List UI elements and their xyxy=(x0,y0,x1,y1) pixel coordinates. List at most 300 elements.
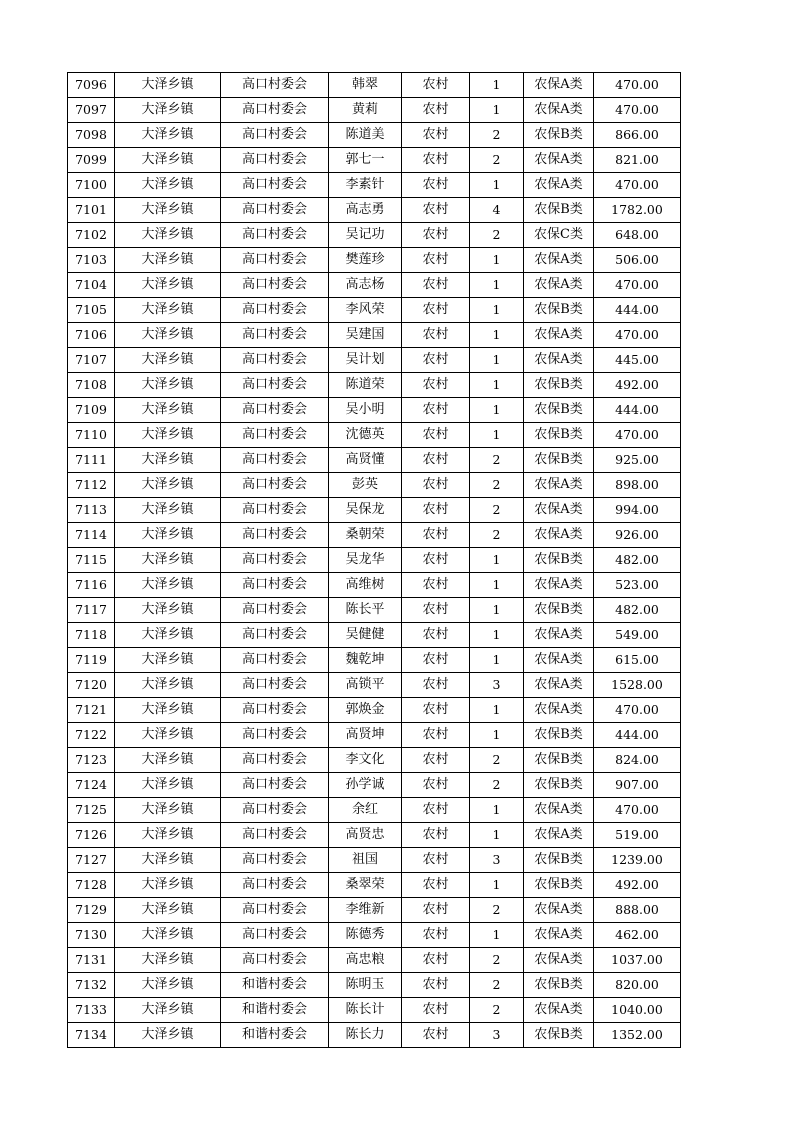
household-count-cell: 1 xyxy=(470,373,524,398)
amount-cell: 820.00 xyxy=(594,973,681,998)
village-cell: 高口村委会 xyxy=(221,823,329,848)
row-id-cell: 7110 xyxy=(68,423,115,448)
amount-cell: 492.00 xyxy=(594,873,681,898)
amount-cell: 925.00 xyxy=(594,448,681,473)
amount-cell: 470.00 xyxy=(594,73,681,98)
village-cell: 高口村委会 xyxy=(221,573,329,598)
table-row xyxy=(68,573,681,598)
name-cell: 陈长力 xyxy=(329,1023,402,1048)
household-count-cell: 3 xyxy=(470,848,524,873)
village-cell: 高口村委会 xyxy=(221,698,329,723)
area-type-cell: 农村 xyxy=(402,473,470,498)
insurance-class-cell: 农保A类 xyxy=(524,648,594,673)
household-count-cell: 1 xyxy=(470,923,524,948)
household-count-cell: 1 xyxy=(470,323,524,348)
village-cell: 和谐村委会 xyxy=(221,998,329,1023)
town-cell: 大泽乡镇 xyxy=(115,823,221,848)
table-row xyxy=(68,73,681,98)
village-cell: 高口村委会 xyxy=(221,948,329,973)
household-count-cell: 3 xyxy=(470,1023,524,1048)
amount-cell: 824.00 xyxy=(594,748,681,773)
amount-cell: 994.00 xyxy=(594,498,681,523)
amount-cell: 648.00 xyxy=(594,223,681,248)
town-cell: 大泽乡镇 xyxy=(115,248,221,273)
area-type-cell: 农村 xyxy=(402,848,470,873)
town-cell: 大泽乡镇 xyxy=(115,798,221,823)
insurance-class-cell: 农保B类 xyxy=(524,973,594,998)
household-count-cell: 1 xyxy=(470,798,524,823)
village-cell: 高口村委会 xyxy=(221,348,329,373)
household-count-cell: 2 xyxy=(470,523,524,548)
household-count-cell: 1 xyxy=(470,698,524,723)
household-count-cell: 1 xyxy=(470,398,524,423)
insurance-class-cell: 农保A类 xyxy=(524,498,594,523)
name-cell: 高志勇 xyxy=(329,198,402,223)
town-cell: 大泽乡镇 xyxy=(115,648,221,673)
table-row xyxy=(68,398,681,423)
village-cell: 高口村委会 xyxy=(221,548,329,573)
row-id-cell: 7101 xyxy=(68,198,115,223)
amount-cell: 821.00 xyxy=(594,148,681,173)
amount-cell: 470.00 xyxy=(594,273,681,298)
household-count-cell: 3 xyxy=(470,673,524,698)
table-row xyxy=(68,273,681,298)
area-type-cell: 农村 xyxy=(402,248,470,273)
name-cell: 高贤懂 xyxy=(329,448,402,473)
household-count-cell: 1 xyxy=(470,273,524,298)
household-count-cell: 1 xyxy=(470,73,524,98)
name-cell: 魏乾坤 xyxy=(329,648,402,673)
amount-cell: 470.00 xyxy=(594,798,681,823)
area-type-cell: 农村 xyxy=(402,573,470,598)
name-cell: 高志杨 xyxy=(329,273,402,298)
village-cell: 高口村委会 xyxy=(221,498,329,523)
household-count-cell: 1 xyxy=(470,873,524,898)
household-count-cell: 1 xyxy=(470,598,524,623)
amount-cell: 470.00 xyxy=(594,98,681,123)
insurance-class-cell: 农保A类 xyxy=(524,948,594,973)
town-cell: 大泽乡镇 xyxy=(115,998,221,1023)
household-count-cell: 2 xyxy=(470,948,524,973)
amount-cell: 926.00 xyxy=(594,523,681,548)
name-cell: 余红 xyxy=(329,798,402,823)
town-cell: 大泽乡镇 xyxy=(115,598,221,623)
table-row xyxy=(68,423,681,448)
name-cell: 陈德秀 xyxy=(329,923,402,948)
table-row xyxy=(68,148,681,173)
amount-cell: 462.00 xyxy=(594,923,681,948)
name-cell: 高忠粮 xyxy=(329,948,402,973)
amount-cell: 482.00 xyxy=(594,598,681,623)
household-count-cell: 2 xyxy=(470,773,524,798)
village-cell: 高口村委会 xyxy=(221,723,329,748)
village-cell: 高口村委会 xyxy=(221,773,329,798)
amount-cell: 445.00 xyxy=(594,348,681,373)
row-id-cell: 7123 xyxy=(68,748,115,773)
row-id-cell: 7114 xyxy=(68,523,115,548)
insurance-class-cell: 农保B类 xyxy=(524,548,594,573)
insurance-class-cell: 农保A类 xyxy=(524,473,594,498)
amount-cell: 898.00 xyxy=(594,473,681,498)
insurance-class-cell: 农保A类 xyxy=(524,173,594,198)
amount-cell: 492.00 xyxy=(594,373,681,398)
beneficiary-table xyxy=(67,72,681,1048)
row-id-cell: 7108 xyxy=(68,373,115,398)
town-cell: 大泽乡镇 xyxy=(115,98,221,123)
row-id-cell: 7098 xyxy=(68,123,115,148)
town-cell: 大泽乡镇 xyxy=(115,948,221,973)
area-type-cell: 农村 xyxy=(402,273,470,298)
area-type-cell: 农村 xyxy=(402,598,470,623)
insurance-class-cell: 农保B类 xyxy=(524,298,594,323)
village-cell: 高口村委会 xyxy=(221,123,329,148)
village-cell: 高口村委会 xyxy=(221,148,329,173)
area-type-cell: 农村 xyxy=(402,723,470,748)
village-cell: 和谐村委会 xyxy=(221,1023,329,1048)
table-row xyxy=(68,973,681,998)
town-cell: 大泽乡镇 xyxy=(115,773,221,798)
household-count-cell: 2 xyxy=(470,448,524,473)
row-id-cell: 7109 xyxy=(68,398,115,423)
village-cell: 高口村委会 xyxy=(221,473,329,498)
area-type-cell: 农村 xyxy=(402,223,470,248)
table-row xyxy=(68,123,681,148)
household-count-cell: 2 xyxy=(470,998,524,1023)
area-type-cell: 农村 xyxy=(402,348,470,373)
table-row xyxy=(68,648,681,673)
row-id-cell: 7132 xyxy=(68,973,115,998)
amount-cell: 1239.00 xyxy=(594,848,681,873)
town-cell: 大泽乡镇 xyxy=(115,298,221,323)
town-cell: 大泽乡镇 xyxy=(115,323,221,348)
name-cell: 高贤坤 xyxy=(329,723,402,748)
row-id-cell: 7128 xyxy=(68,873,115,898)
amount-cell: 1037.00 xyxy=(594,948,681,973)
table-row xyxy=(68,348,681,373)
village-cell: 高口村委会 xyxy=(221,423,329,448)
name-cell: 陈道荣 xyxy=(329,373,402,398)
row-id-cell: 7100 xyxy=(68,173,115,198)
name-cell: 高锁平 xyxy=(329,673,402,698)
area-type-cell: 农村 xyxy=(402,423,470,448)
village-cell: 高口村委会 xyxy=(221,98,329,123)
town-cell: 大泽乡镇 xyxy=(115,498,221,523)
area-type-cell: 农村 xyxy=(402,948,470,973)
town-cell: 大泽乡镇 xyxy=(115,123,221,148)
village-cell: 高口村委会 xyxy=(221,223,329,248)
household-count-cell: 2 xyxy=(470,223,524,248)
row-id-cell: 7126 xyxy=(68,823,115,848)
area-type-cell: 农村 xyxy=(402,398,470,423)
amount-cell: 1782.00 xyxy=(594,198,681,223)
name-cell: 陈长计 xyxy=(329,998,402,1023)
table-row xyxy=(68,198,681,223)
table-row xyxy=(68,998,681,1023)
amount-cell: 470.00 xyxy=(594,423,681,448)
name-cell: 李风荣 xyxy=(329,298,402,323)
household-count-cell: 1 xyxy=(470,423,524,448)
town-cell: 大泽乡镇 xyxy=(115,973,221,998)
town-cell: 大泽乡镇 xyxy=(115,623,221,648)
amount-cell: 482.00 xyxy=(594,548,681,573)
name-cell: 李素针 xyxy=(329,173,402,198)
town-cell: 大泽乡镇 xyxy=(115,448,221,473)
row-id-cell: 7099 xyxy=(68,148,115,173)
town-cell: 大泽乡镇 xyxy=(115,473,221,498)
insurance-class-cell: 农保B类 xyxy=(524,773,594,798)
row-id-cell: 7116 xyxy=(68,573,115,598)
area-type-cell: 农村 xyxy=(402,148,470,173)
insurance-class-cell: 农保A类 xyxy=(524,348,594,373)
area-type-cell: 农村 xyxy=(402,998,470,1023)
table-row xyxy=(68,248,681,273)
table-row xyxy=(68,448,681,473)
row-id-cell: 7112 xyxy=(68,473,115,498)
town-cell: 大泽乡镇 xyxy=(115,573,221,598)
insurance-class-cell: 农保B类 xyxy=(524,448,594,473)
table-row xyxy=(68,748,681,773)
insurance-class-cell: 农保B类 xyxy=(524,723,594,748)
table-row xyxy=(68,848,681,873)
table-row xyxy=(68,298,681,323)
household-count-cell: 1 xyxy=(470,648,524,673)
area-type-cell: 农村 xyxy=(402,773,470,798)
area-type-cell: 农村 xyxy=(402,173,470,198)
amount-cell: 549.00 xyxy=(594,623,681,648)
amount-cell: 888.00 xyxy=(594,898,681,923)
area-type-cell: 农村 xyxy=(402,823,470,848)
household-count-cell: 1 xyxy=(470,823,524,848)
area-type-cell: 农村 xyxy=(402,323,470,348)
area-type-cell: 农村 xyxy=(402,73,470,98)
insurance-class-cell: 农保A类 xyxy=(524,698,594,723)
insurance-class-cell: 农保B类 xyxy=(524,598,594,623)
insurance-class-cell: 农保A类 xyxy=(524,523,594,548)
table-row xyxy=(68,698,681,723)
area-type-cell: 农村 xyxy=(402,498,470,523)
village-cell: 高口村委会 xyxy=(221,523,329,548)
town-cell: 大泽乡镇 xyxy=(115,698,221,723)
area-type-cell: 农村 xyxy=(402,123,470,148)
name-cell: 吴健健 xyxy=(329,623,402,648)
area-type-cell: 农村 xyxy=(402,623,470,648)
row-id-cell: 7118 xyxy=(68,623,115,648)
name-cell: 韩翠 xyxy=(329,73,402,98)
amount-cell: 1352.00 xyxy=(594,1023,681,1048)
household-count-cell: 2 xyxy=(470,473,524,498)
name-cell: 桑朝荣 xyxy=(329,523,402,548)
name-cell: 郭焕金 xyxy=(329,698,402,723)
town-cell: 大泽乡镇 xyxy=(115,73,221,98)
name-cell: 桑翠荣 xyxy=(329,873,402,898)
row-id-cell: 7117 xyxy=(68,598,115,623)
insurance-class-cell: 农保B类 xyxy=(524,123,594,148)
town-cell: 大泽乡镇 xyxy=(115,198,221,223)
village-cell: 高口村委会 xyxy=(221,248,329,273)
amount-cell: 444.00 xyxy=(594,723,681,748)
town-cell: 大泽乡镇 xyxy=(115,748,221,773)
insurance-class-cell: 农保B类 xyxy=(524,1023,594,1048)
household-count-cell: 1 xyxy=(470,298,524,323)
insurance-class-cell: 农保B类 xyxy=(524,373,594,398)
area-type-cell: 农村 xyxy=(402,548,470,573)
row-id-cell: 7106 xyxy=(68,323,115,348)
row-id-cell: 7119 xyxy=(68,648,115,673)
name-cell: 彭英 xyxy=(329,473,402,498)
row-id-cell: 7130 xyxy=(68,923,115,948)
amount-cell: 1528.00 xyxy=(594,673,681,698)
insurance-class-cell: 农保B类 xyxy=(524,398,594,423)
insurance-class-cell: 农保A类 xyxy=(524,98,594,123)
table-row xyxy=(68,623,681,648)
household-count-cell: 1 xyxy=(470,723,524,748)
row-id-cell: 7115 xyxy=(68,548,115,573)
area-type-cell: 农村 xyxy=(402,298,470,323)
row-id-cell: 7097 xyxy=(68,98,115,123)
row-id-cell: 7111 xyxy=(68,448,115,473)
name-cell: 吴保龙 xyxy=(329,498,402,523)
row-id-cell: 7096 xyxy=(68,73,115,98)
name-cell: 李维新 xyxy=(329,898,402,923)
table-row xyxy=(68,873,681,898)
town-cell: 大泽乡镇 xyxy=(115,898,221,923)
insurance-class-cell: 农保B类 xyxy=(524,748,594,773)
name-cell: 陈明玉 xyxy=(329,973,402,998)
household-count-cell: 1 xyxy=(470,623,524,648)
row-id-cell: 7121 xyxy=(68,698,115,723)
area-type-cell: 农村 xyxy=(402,523,470,548)
area-type-cell: 农村 xyxy=(402,373,470,398)
area-type-cell: 农村 xyxy=(402,198,470,223)
row-id-cell: 7102 xyxy=(68,223,115,248)
insurance-class-cell: 农保A类 xyxy=(524,323,594,348)
town-cell: 大泽乡镇 xyxy=(115,273,221,298)
table-row xyxy=(68,373,681,398)
area-type-cell: 农村 xyxy=(402,898,470,923)
insurance-class-cell: 农保A类 xyxy=(524,923,594,948)
amount-cell: 615.00 xyxy=(594,648,681,673)
village-cell: 高口村委会 xyxy=(221,648,329,673)
amount-cell: 1040.00 xyxy=(594,998,681,1023)
amount-cell: 523.00 xyxy=(594,573,681,598)
insurance-class-cell: 农保A类 xyxy=(524,998,594,1023)
area-type-cell: 农村 xyxy=(402,698,470,723)
row-id-cell: 7105 xyxy=(68,298,115,323)
town-cell: 大泽乡镇 xyxy=(115,848,221,873)
town-cell: 大泽乡镇 xyxy=(115,723,221,748)
insurance-class-cell: 农保A类 xyxy=(524,898,594,923)
amount-cell: 907.00 xyxy=(594,773,681,798)
town-cell: 大泽乡镇 xyxy=(115,1023,221,1048)
row-id-cell: 7125 xyxy=(68,798,115,823)
table-row xyxy=(68,1023,681,1048)
household-count-cell: 1 xyxy=(470,98,524,123)
village-cell: 高口村委会 xyxy=(221,873,329,898)
insurance-class-cell: 农保C类 xyxy=(524,223,594,248)
village-cell: 高口村委会 xyxy=(221,923,329,948)
table-row xyxy=(68,898,681,923)
insurance-class-cell: 农保B类 xyxy=(524,423,594,448)
insurance-class-cell: 农保A类 xyxy=(524,798,594,823)
household-count-cell: 2 xyxy=(470,973,524,998)
household-count-cell: 1 xyxy=(470,173,524,198)
area-type-cell: 农村 xyxy=(402,448,470,473)
amount-cell: 444.00 xyxy=(594,298,681,323)
amount-cell: 519.00 xyxy=(594,823,681,848)
area-type-cell: 农村 xyxy=(402,973,470,998)
name-cell: 高维树 xyxy=(329,573,402,598)
area-type-cell: 农村 xyxy=(402,873,470,898)
insurance-class-cell: 农保B类 xyxy=(524,848,594,873)
village-cell: 高口村委会 xyxy=(221,848,329,873)
village-cell: 高口村委会 xyxy=(221,448,329,473)
amount-cell: 470.00 xyxy=(594,173,681,198)
table-row xyxy=(68,673,681,698)
household-count-cell: 2 xyxy=(470,898,524,923)
row-id-cell: 7120 xyxy=(68,673,115,698)
row-id-cell: 7133 xyxy=(68,998,115,1023)
table-row xyxy=(68,948,681,973)
village-cell: 高口村委会 xyxy=(221,173,329,198)
table-row xyxy=(68,223,681,248)
name-cell: 郭七一 xyxy=(329,148,402,173)
household-count-cell: 4 xyxy=(470,198,524,223)
row-id-cell: 7129 xyxy=(68,898,115,923)
name-cell: 李文化 xyxy=(329,748,402,773)
insurance-class-cell: 农保A类 xyxy=(524,673,594,698)
area-type-cell: 农村 xyxy=(402,648,470,673)
household-count-cell: 1 xyxy=(470,573,524,598)
village-cell: 高口村委会 xyxy=(221,323,329,348)
row-id-cell: 7107 xyxy=(68,348,115,373)
name-cell: 高贤忠 xyxy=(329,823,402,848)
table-row xyxy=(68,98,681,123)
amount-cell: 506.00 xyxy=(594,248,681,273)
table-row xyxy=(68,548,681,573)
name-cell: 陈道美 xyxy=(329,123,402,148)
town-cell: 大泽乡镇 xyxy=(115,398,221,423)
table-row xyxy=(68,498,681,523)
town-cell: 大泽乡镇 xyxy=(115,548,221,573)
town-cell: 大泽乡镇 xyxy=(115,348,221,373)
table-row xyxy=(68,823,681,848)
row-id-cell: 7131 xyxy=(68,948,115,973)
name-cell: 樊莲珍 xyxy=(329,248,402,273)
insurance-class-cell: 农保A类 xyxy=(524,273,594,298)
household-count-cell: 1 xyxy=(470,548,524,573)
village-cell: 高口村委会 xyxy=(221,673,329,698)
name-cell: 吴小明 xyxy=(329,398,402,423)
name-cell: 陈长平 xyxy=(329,598,402,623)
village-cell: 和谐村委会 xyxy=(221,973,329,998)
village-cell: 高口村委会 xyxy=(221,748,329,773)
insurance-class-cell: 农保A类 xyxy=(524,148,594,173)
insurance-class-cell: 农保A类 xyxy=(524,248,594,273)
town-cell: 大泽乡镇 xyxy=(115,173,221,198)
table-row xyxy=(68,473,681,498)
amount-cell: 470.00 xyxy=(594,323,681,348)
village-cell: 高口村委会 xyxy=(221,73,329,98)
insurance-class-cell: 农保A类 xyxy=(524,73,594,98)
household-count-cell: 1 xyxy=(470,248,524,273)
area-type-cell: 农村 xyxy=(402,923,470,948)
village-cell: 高口村委会 xyxy=(221,798,329,823)
village-cell: 高口村委会 xyxy=(221,373,329,398)
row-id-cell: 7127 xyxy=(68,848,115,873)
table-row xyxy=(68,598,681,623)
insurance-class-cell: 农保A类 xyxy=(524,823,594,848)
town-cell: 大泽乡镇 xyxy=(115,923,221,948)
